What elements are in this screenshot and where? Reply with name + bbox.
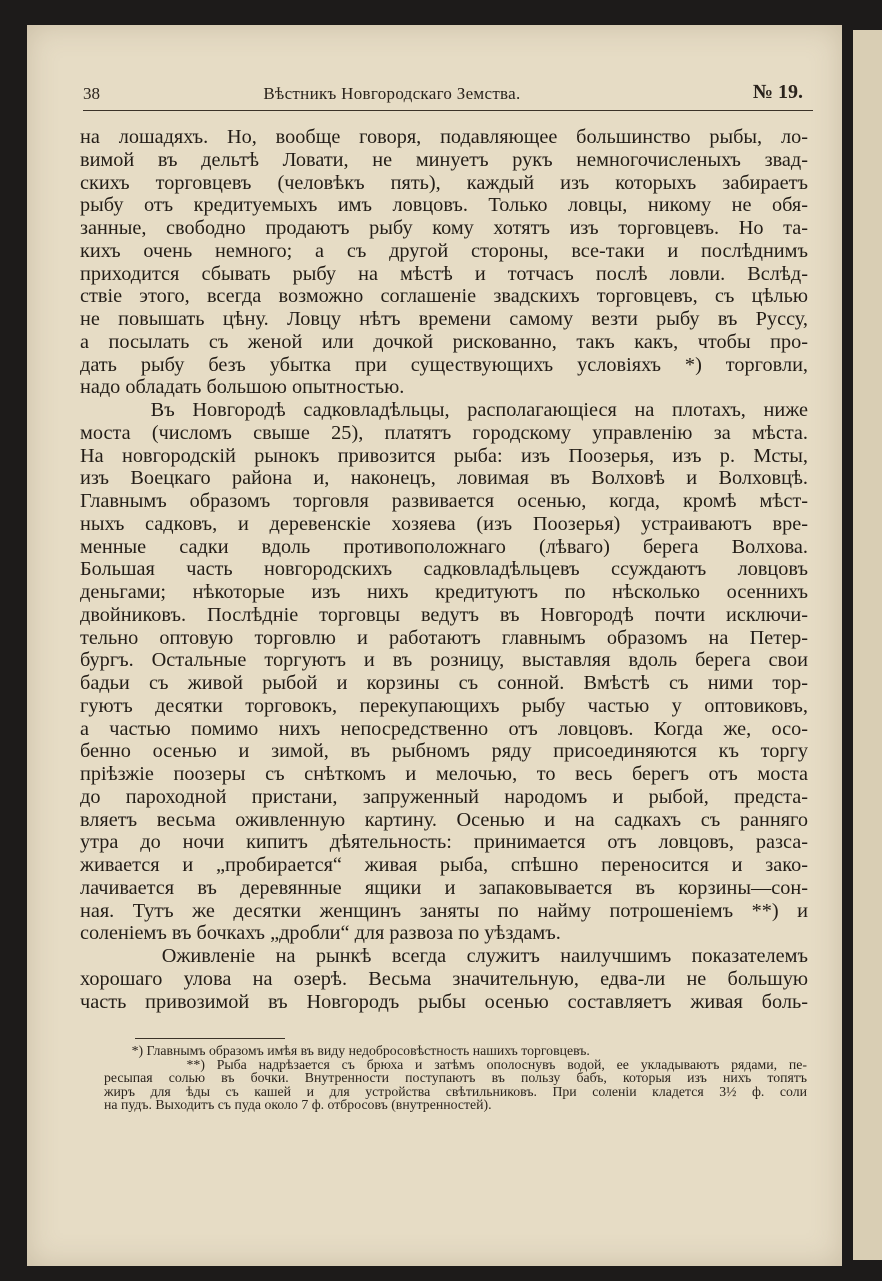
text-line: вляетъ весьма оживленную картину. Осенью и на садкахъ съ ранняго xyxy=(80,808,808,831)
text-line: бургъ. Остальные торгуютъ и въ розницу, выставляя вдоль берега свои xyxy=(80,649,808,672)
footnote-line: жиръ для ѣды съ кашей и для устройства свѣтильниковъ. При соленіи кладется 3½ ф. соли xyxy=(104,1083,807,1099)
article-body xyxy=(80,126,808,1013)
text-line: бенно осенью и зимой, въ рыбномъ ряду присоединяются къ торгу xyxy=(80,740,808,763)
journal-title: Вѣстникъ Новгородскаго Земства. xyxy=(263,84,521,103)
text-line: На новгородскій рынокъ привозится рыба: изъ Поозерья, изъ р. Мсты, xyxy=(80,444,808,467)
text-line: утра до ночи кипитъ дѣятельность: принимается отъ ловцовъ, разса- xyxy=(80,831,808,854)
text-line: на лошадяхъ. Но, вообще говоря, подавляющее большинство рыбы, ло- xyxy=(80,126,808,148)
text-line: деньгами; нѣкоторые изъ нихъ кредитуютъ по нѣсколько осеннихъ xyxy=(80,581,808,603)
text-line: надо обладать большою опытностью. xyxy=(80,376,405,399)
text-line: скихъ торговцевъ (человѣкъ пять), каждый изъ которыхъ забираетъ xyxy=(80,171,808,194)
text-line: дать рыбу безъ убытка при существующихъ условіяхъ *) торговли, xyxy=(80,353,808,376)
text-line: ныхъ садковъ, и деревенскіе хозяева (изъ Поозерья) устраиваютъ вре- xyxy=(80,512,808,535)
text-line: живается и „пробирается“ живая рыба, спѣшно переносится и зако- xyxy=(80,854,808,876)
text-line: не повышать цѣну. Ловцу нѣтъ времени самому везти рыбу въ Руссу, xyxy=(80,308,808,330)
text-line: рыбу отъ кредитуемыхъ имъ ловцовъ. Только ловцы, никому не обя- xyxy=(80,194,808,217)
adjacent-page-edge xyxy=(853,30,882,1260)
footnote-line: **) Рыба надрѣзается съ брюха и затѣмъ ополоснувъ водой, ее укладываютъ рядами, пе- xyxy=(104,1056,807,1072)
text-line: тельно оптовую торговлю и работаютъ главнымъ образомъ на Петер- xyxy=(80,626,808,649)
text-line: Главнымъ образомъ торговля развивается осенью, когда, кромѣ мѣст- xyxy=(80,490,808,512)
text-line: моста (числомъ свыше 25), платятъ городскому управленію за мѣста. xyxy=(80,421,808,444)
text-line: Въ Новгородѣ садковладѣльцы, располагающіеся на плотахъ, ниже xyxy=(80,399,808,421)
text-line: приходится сбывать рыбу на мѣстѣ и тотчасъ послѣ ловли. Вслѣд- xyxy=(80,262,808,285)
text-line: Большая часть новгородскихъ садковладѣльцевъ ссуждаютъ ловцовъ xyxy=(80,558,808,581)
footnote-line: ресыпая солью въ бочки. Внутренности поступаютъ въ пользу бабъ, которыя изъ нихъ топятъ xyxy=(104,1070,807,1086)
text-line: бадьи съ живой рыбой и корзины съ сонной. Вмѣстѣ съ ними тор- xyxy=(80,672,808,694)
issue-number: № 19. xyxy=(752,81,803,103)
text-line: двойниковъ. Послѣдніе торговцы ведутъ въ Новгородѣ почти исключи- xyxy=(80,603,808,626)
text-line: гуютъ десятки торговокъ, перекупающихъ рыбу частью у оптовиковъ, xyxy=(80,694,808,717)
text-line: занные, свободно продаютъ рыбу кому хотятъ изъ торговцевъ. Но та- xyxy=(80,217,808,239)
running-header xyxy=(83,81,813,111)
text-line: ная. Тутъ же десятки женщинъ заняты по найму потрошеніемъ **) и xyxy=(80,899,808,922)
text-line: до пароходной пристани, запруженный народомъ и рыбой, предста- xyxy=(80,785,808,808)
text-line: пріѣзжіе поозеры съ снѣткомъ и мелочью, то весь берегъ отъ моста xyxy=(80,763,808,785)
footnote-line: на пудъ. Выходитъ съ пуда около 7 ф. отбросовъ (внутренностей). xyxy=(104,1097,492,1113)
text-line: часть привозимой въ Новгородъ рыбы осенью составляетъ живая боль- xyxy=(80,990,808,1013)
text-line: кихъ очень немного; а съ другой стороны, все-таки и послѣднимъ xyxy=(80,239,808,262)
footnote-separator xyxy=(135,1038,285,1039)
text-line: соленіемъ въ бочкахъ „дробли“ для развоза по уѣздамъ. xyxy=(80,922,561,945)
text-line: а частью помимо нихъ непосредственно отъ ловцовъ. Когда же, осо- xyxy=(80,717,808,740)
text-line: Оживленіе на рынкѣ всегда служитъ наилучшимъ показателемъ xyxy=(80,945,808,967)
text-line: лачивается въ деревянные ящики и запаковывается въ корзины—сон- xyxy=(80,876,808,899)
footnote-line: *) Главнымъ образомъ имѣя въ виду недобросовѣстность нашихъ торговцевъ. xyxy=(104,1043,590,1058)
text-line: хорошаго улова на озерѣ. Весьма значительную, едва-ли не большую xyxy=(80,967,808,990)
text-line: изъ Воецкаго района и, наконецъ, ловимая въ Волховѣ и Волховцѣ. xyxy=(80,467,808,490)
page-number: 38 xyxy=(83,84,100,103)
text-line: вимой въ дельтѣ Ловати, не минуетъ рукъ немногочисленыхъ звад- xyxy=(80,148,808,171)
text-line: ствіе этого, всегда возможно соглашеніе звадскихъ торговцевъ, съ цѣлью xyxy=(80,285,808,308)
footnotes xyxy=(104,1044,807,1112)
text-line: менные садки вдоль противоположнаго (лѣваго) берега Волхова. xyxy=(80,535,808,558)
text-line: а посылать съ женой или дочкой рискованно, такъ какъ, чтобы про- xyxy=(80,330,808,353)
